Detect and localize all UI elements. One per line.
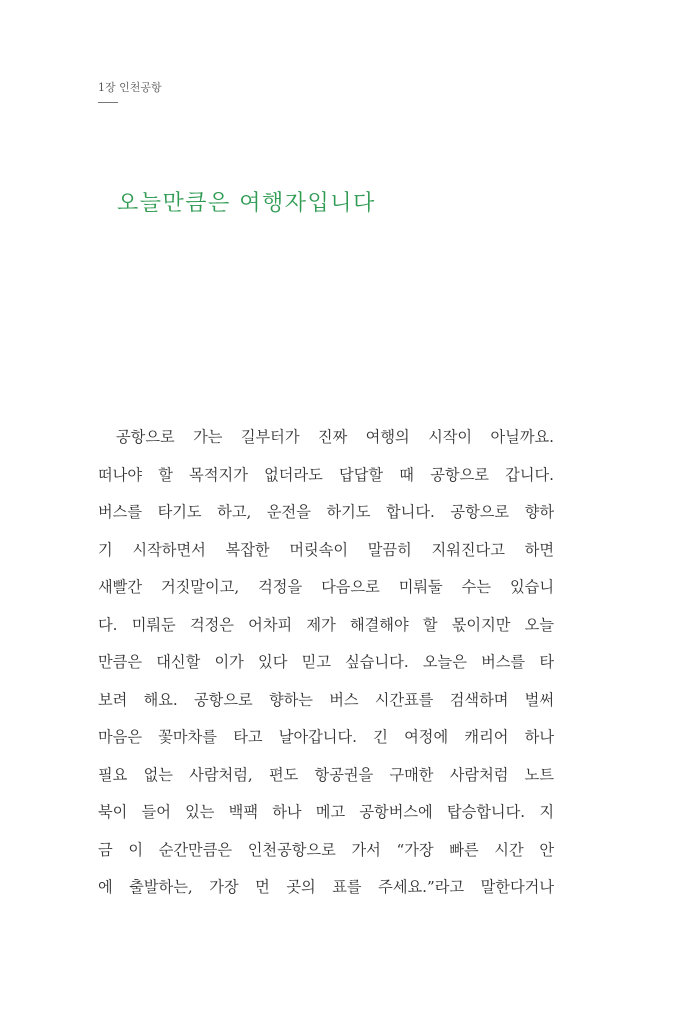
running-head-chapter-label: 1장 인천공항 <box>98 81 162 94</box>
body-line: 버스를 타기도 하고, 운전을 하기도 합니다. 공항으로 향하 <box>98 503 554 521</box>
body-line: 금 이 순간만큼은 인천공항으로 가서 “가장 빠른 시간 안 <box>98 840 554 859</box>
body-line: 새빨간 거짓말이고, 걱정을 다음으로 미뤄둘 수는 있습니 <box>98 578 554 596</box>
body-line: 북이 들어 있는 백팩 하나 메고 공항버스에 탑승합니다. 지 <box>98 803 554 821</box>
body-line: 마음은 꽃마차를 타고 날아갑니다. 긴 여정에 캐리어 하나 <box>98 728 554 746</box>
body-line: 만큼은 대신할 이가 있다 믿고 싶습니다. 오늘은 버스를 타 <box>98 653 554 671</box>
body-line: 보려 해요. 공항으로 향하는 버스 시간표를 검색하며 벌써 <box>98 690 554 709</box>
running-head-rule <box>98 102 118 103</box>
body-line: 다. 미뤄둔 걱정은 어차피 제가 해결해야 할 몫이지만 오늘 <box>98 615 554 634</box>
body-line: 필요 없는 사람처럼, 편도 항공권을 구매한 사람처럼 노트 <box>98 765 554 784</box>
body-line: 기 시작하면서 복잡한 머릿속이 말끔히 지워진다고 하면 <box>98 540 554 559</box>
chapter-title: 오늘만큼은 여행자입니다 <box>117 191 376 216</box>
body-line: 공항으로 가는 길부터가 진짜 여행의 시작이 아닐까요. <box>116 428 554 446</box>
body-line: 떠나야 할 목적지가 없더라도 답답할 때 공항으로 갑니다. <box>98 465 554 484</box>
body-line: 에 출발하는, 가장 먼 곳의 표를 주세요.”라고 말한다거나 <box>98 878 554 896</box>
body-paragraph <box>98 425 554 913</box>
